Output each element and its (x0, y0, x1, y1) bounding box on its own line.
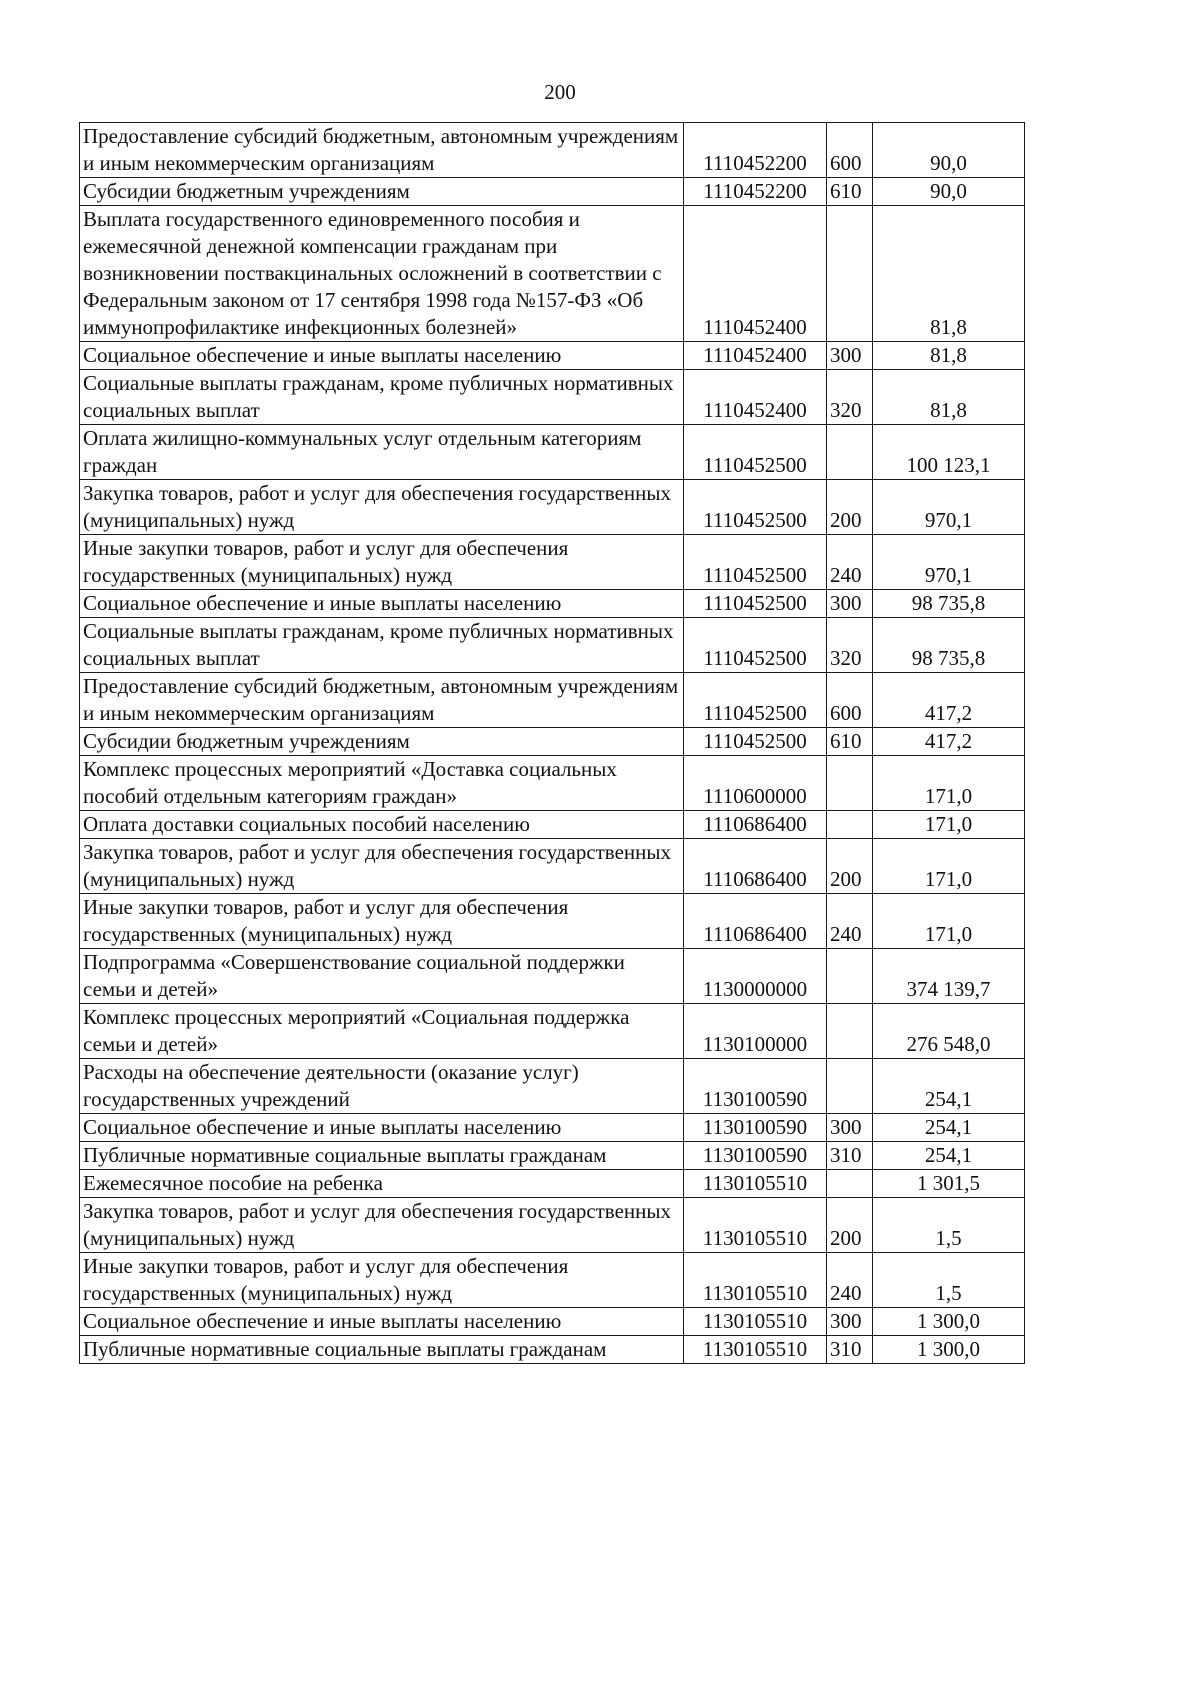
expense-type-cell: 310 (827, 1142, 873, 1170)
amount-cell: 417,2 (873, 728, 1025, 756)
item-name-cell: Закупка товаров, работ и услуг для обеспечения государственных (муниципальных) нужд (80, 1198, 684, 1253)
item-name-cell: Социальные выплаты гражданам, кроме публичных нормативных социальных выплат (80, 618, 684, 673)
table-row (80, 1336, 1025, 1364)
expense-type-cell: 200 (827, 1198, 873, 1253)
amount-cell: 1 301,5 (873, 1170, 1025, 1198)
item-name-cell: Социальное обеспечение и иные выплаты населению (80, 1308, 684, 1336)
expense-type-cell (827, 1004, 873, 1059)
target-code-cell: 1110452500 (684, 535, 827, 590)
item-name-cell: Публичные нормативные социальные выплаты гражданам (80, 1336, 684, 1364)
target-code-cell: 1130105510 (684, 1253, 827, 1308)
target-code-cell: 1110452500 (684, 480, 827, 535)
target-code-cell: 1110686400 (684, 839, 827, 894)
amount-cell: 98 735,8 (873, 618, 1025, 673)
item-name-cell: Предоставление субсидий бюджетным, автономным учреждениям и иным некоммерческим организациям (80, 673, 684, 728)
item-name-cell: Оплата жилищно-коммунальных услуг отдельным категориям граждан (80, 425, 684, 480)
amount-cell: 374 139,7 (873, 949, 1025, 1004)
item-name-cell: Подпрограмма «Совершенствование социальной поддержки семьи и детей» (80, 949, 684, 1004)
target-code-cell: 1130100590 (684, 1059, 827, 1114)
target-code-cell: 1110452400 (684, 206, 827, 342)
amount-cell: 90,0 (873, 123, 1025, 178)
target-code-cell: 1110686400 (684, 811, 827, 839)
table-row (80, 894, 1025, 949)
amount-cell: 81,8 (873, 342, 1025, 370)
table-row (80, 618, 1025, 673)
table-row (80, 1142, 1025, 1170)
target-code-cell: 1130100590 (684, 1142, 827, 1170)
expense-type-cell: 200 (827, 839, 873, 894)
table-row (80, 590, 1025, 618)
amount-cell: 254,1 (873, 1114, 1025, 1142)
table-row (80, 1170, 1025, 1198)
expense-type-cell: 600 (827, 123, 873, 178)
item-name-cell: Закупка товаров, работ и услуг для обеспечения государственных (муниципальных) нужд (80, 480, 684, 535)
target-code-cell: 1110452500 (684, 673, 827, 728)
target-code-cell: 1130105510 (684, 1198, 827, 1253)
target-code-cell: 1110452500 (684, 425, 827, 480)
item-name-cell: Комплекс процессных мероприятий «Доставка социальных пособий отдельным категориям граждан» (80, 756, 684, 811)
amount-cell: 1 300,0 (873, 1336, 1025, 1364)
amount-cell: 254,1 (873, 1059, 1025, 1114)
amount-cell: 98 735,8 (873, 590, 1025, 618)
target-code-cell: 1130100000 (684, 1004, 827, 1059)
target-code-cell: 1130105510 (684, 1308, 827, 1336)
expense-type-cell: 300 (827, 1308, 873, 1336)
item-name-cell: Закупка товаров, работ и услуг для обеспечения государственных (муниципальных) нужд (80, 839, 684, 894)
item-name-cell: Социальное обеспечение и иные выплаты населению (80, 342, 684, 370)
amount-cell: 90,0 (873, 178, 1025, 206)
target-code-cell: 1110452200 (684, 178, 827, 206)
amount-cell: 171,0 (873, 839, 1025, 894)
target-code-cell: 1110452400 (684, 342, 827, 370)
amount-cell: 254,1 (873, 1142, 1025, 1170)
item-name-cell: Ежемесячное пособие на ребенка (80, 1170, 684, 1198)
amount-cell: 1,5 (873, 1253, 1025, 1308)
table-row (80, 480, 1025, 535)
item-name-cell: Расходы на обеспечение деятельности (оказание услуг) государственных учреждений (80, 1059, 684, 1114)
table-row (80, 1253, 1025, 1308)
expense-type-cell (827, 756, 873, 811)
target-code-cell: 1110452500 (684, 728, 827, 756)
amount-cell: 1,5 (873, 1198, 1025, 1253)
budget-table-body (80, 123, 1025, 1364)
budget-table (79, 122, 1025, 1364)
table-row (80, 673, 1025, 728)
item-name-cell: Выплата государственного единовременного пособия и ежемесячной денежной компенсации гражданам при возникновении поствакцинальных осложнений в соответствии с Федеральным законом от 17 сентября 1998 года №157-ФЗ «Об иммунопрофилактике инфекционных болезней» (80, 206, 684, 342)
amount-cell: 417,2 (873, 673, 1025, 728)
expense-type-cell: 610 (827, 178, 873, 206)
amount-cell: 970,1 (873, 480, 1025, 535)
expense-type-cell: 610 (827, 728, 873, 756)
expense-type-cell: 240 (827, 1253, 873, 1308)
amount-cell: 81,8 (873, 370, 1025, 425)
expense-type-cell (827, 1059, 873, 1114)
item-name-cell: Публичные нормативные социальные выплаты гражданам (80, 1142, 684, 1170)
amount-cell: 100 123,1 (873, 425, 1025, 480)
item-name-cell: Социальное обеспечение и иные выплаты населению (80, 590, 684, 618)
target-code-cell: 1110600000 (684, 756, 827, 811)
target-code-cell: 1110686400 (684, 894, 827, 949)
amount-cell: 970,1 (873, 535, 1025, 590)
expense-type-cell: 300 (827, 590, 873, 618)
target-code-cell: 1130105510 (684, 1336, 827, 1364)
table-row (80, 1308, 1025, 1336)
expense-type-cell: 240 (827, 894, 873, 949)
amount-cell: 171,0 (873, 894, 1025, 949)
table-row (80, 1004, 1025, 1059)
table-row (80, 370, 1025, 425)
table-row (80, 811, 1025, 839)
table-row (80, 949, 1025, 1004)
expense-type-cell: 600 (827, 673, 873, 728)
target-code-cell: 1130105510 (684, 1170, 827, 1198)
item-name-cell: Социальное обеспечение и иные выплаты населению (80, 1114, 684, 1142)
expense-type-cell: 240 (827, 535, 873, 590)
target-code-cell: 1110452200 (684, 123, 827, 178)
table-row (80, 1114, 1025, 1142)
target-code-cell: 1130100590 (684, 1114, 827, 1142)
table-row (80, 123, 1025, 178)
expense-type-cell: 300 (827, 1114, 873, 1142)
expense-type-cell: 300 (827, 342, 873, 370)
item-name-cell: Социальные выплаты гражданам, кроме публичных нормативных социальных выплат (80, 370, 684, 425)
amount-cell: 171,0 (873, 756, 1025, 811)
expense-type-cell: 200 (827, 480, 873, 535)
expense-type-cell: 310 (827, 1336, 873, 1364)
expense-type-cell (827, 1170, 873, 1198)
table-row (80, 1198, 1025, 1253)
target-code-cell: 1110452500 (684, 618, 827, 673)
item-name-cell: Иные закупки товаров, работ и услуг для обеспечения государственных (муниципальных) нужд (80, 894, 684, 949)
expense-type-cell: 320 (827, 370, 873, 425)
table-row (80, 839, 1025, 894)
item-name-cell: Оплата доставки социальных пособий населению (80, 811, 684, 839)
expense-type-cell (827, 206, 873, 342)
item-name-cell: Иные закупки товаров, работ и услуг для обеспечения государственных (муниципальных) нужд (80, 535, 684, 590)
table-row (80, 206, 1025, 342)
table-row (80, 178, 1025, 206)
table-row (80, 756, 1025, 811)
amount-cell: 1 300,0 (873, 1308, 1025, 1336)
item-name-cell: Предоставление субсидий бюджетным, автономным учреждениям и иным некоммерческим организациям (80, 123, 684, 178)
item-name-cell: Субсидии бюджетным учреждениям (80, 178, 684, 206)
amount-cell: 171,0 (873, 811, 1025, 839)
table-row (80, 535, 1025, 590)
target-code-cell: 1130000000 (684, 949, 827, 1004)
table-row (80, 425, 1025, 480)
expense-type-cell: 320 (827, 618, 873, 673)
table-row (80, 342, 1025, 370)
expense-type-cell (827, 949, 873, 1004)
amount-cell: 276 548,0 (873, 1004, 1025, 1059)
item-name-cell: Иные закупки товаров, работ и услуг для обеспечения государственных (муниципальных) нужд (80, 1253, 684, 1308)
expense-type-cell (827, 811, 873, 839)
target-code-cell: 1110452400 (684, 370, 827, 425)
table-row (80, 1059, 1025, 1114)
expense-type-cell (827, 425, 873, 480)
page-number: 200 (544, 80, 576, 104)
amount-cell: 81,8 (873, 206, 1025, 342)
target-code-cell: 1110452500 (684, 590, 827, 618)
item-name-cell: Субсидии бюджетным учреждениям (80, 728, 684, 756)
item-name-cell: Комплекс процессных мероприятий «Социальная поддержка семьи и детей» (80, 1004, 684, 1059)
table-row (80, 728, 1025, 756)
